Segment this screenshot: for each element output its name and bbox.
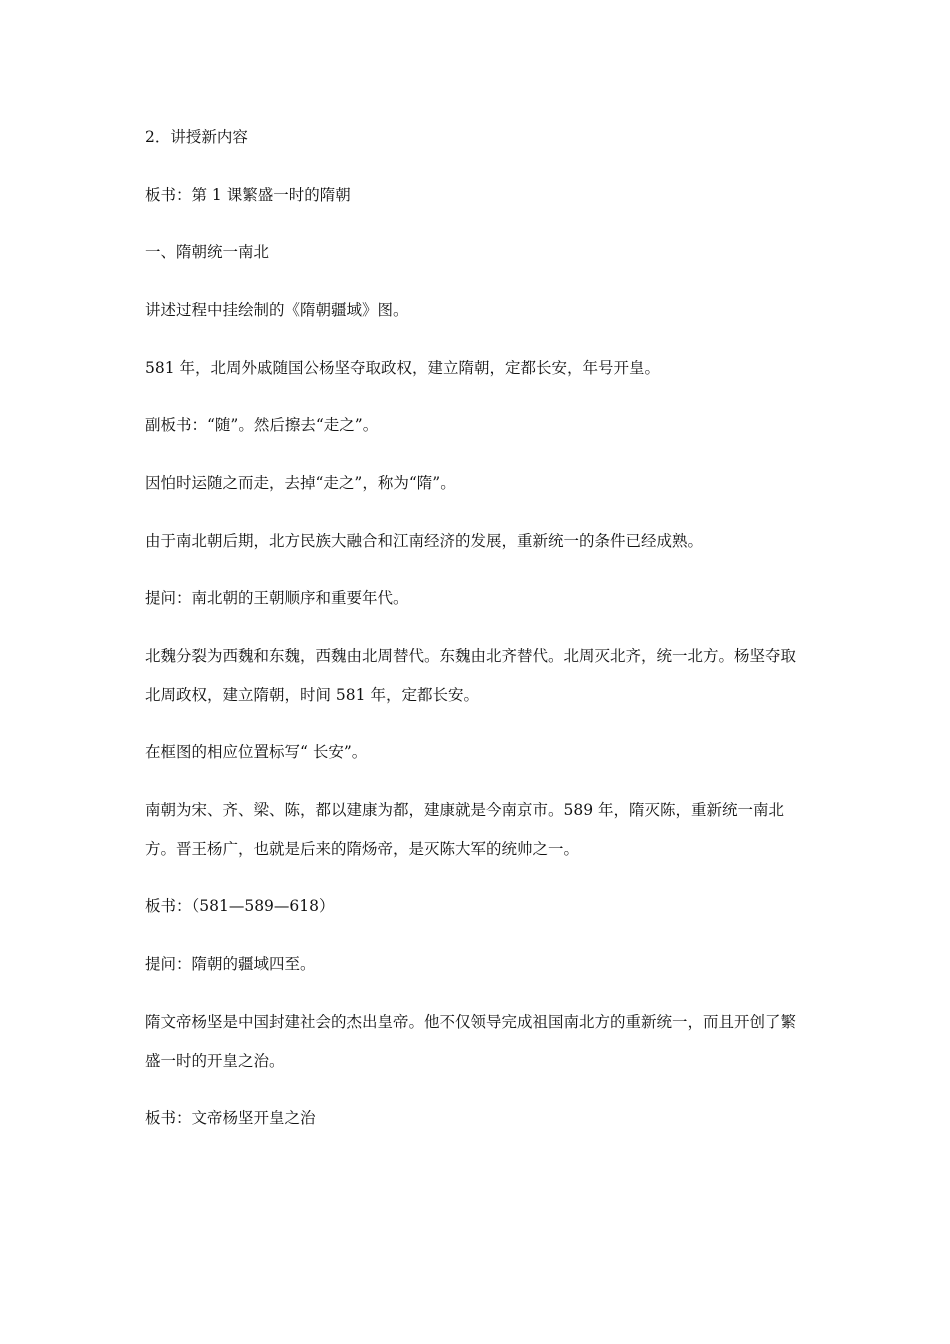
paragraph-southern-dynasties: 南朝为宋、齐、梁、陈，都以建康为都，建康就是今南京市。589 年，隋灭陈，重新统一南北方。晋王杨广，也就是后来的隋炀帝，是灭陈大军的统帅之一。 xyxy=(145,801,785,858)
blackboard-years: 板书：（581—589—618） xyxy=(145,897,335,915)
paragraph-map-note: 讲述过程中挂绘制的《隋朝疆域》图。 xyxy=(145,301,409,319)
paragraph-question-territory: 提问：隋朝的疆域四至。 xyxy=(145,955,316,973)
subsection-heading: 一、隋朝统一南北 xyxy=(145,243,270,261)
paragraph-question-dynasties: 提问：南北朝的王朝顺序和重要年代。 xyxy=(145,589,409,607)
blackboard-title: 板书：第 1 课繁盛一时的隋朝 xyxy=(145,186,351,204)
blackboard-kaihuang: 板书：文帝杨坚开皇之治 xyxy=(145,1109,316,1127)
paragraph-conditions: 由于南北朝后期，北方民族大融合和江南经济的发展，重新统一的条件已经成熟。 xyxy=(145,532,704,550)
section-heading-new-content: 2．讲授新内容 xyxy=(145,128,248,146)
paragraph-northern-dynasties: 北魏分裂为西魏和东魏，西魏由北周替代。东魏由北齐替代。北周灭北齐，统一北方。杨坚夺取北周政权，建立隋朝，时间 581 年，定都长安。 xyxy=(145,647,797,704)
paragraph-founding: 581 年，北周外戚随国公杨坚夺取政权，建立隋朝，定都长安，年号开皇。 xyxy=(145,359,661,377)
paragraph-name-origin: 因怕时运随之而走，去掉“走之”，称为“隋”。 xyxy=(145,474,456,492)
paragraph-side-board: 副板书：“随”。然后擦去“走之”。 xyxy=(145,416,379,434)
paragraph-label-changan: 在框图的相应位置标写“ 长安”。 xyxy=(145,743,368,761)
paragraph-emperor-wen: 隋文帝杨坚是中国封建社会的杰出皇帝。他不仅领导完成祖国南北方的重新统一，而且开创了繁盛一时的开皇之治。 xyxy=(145,1013,797,1070)
